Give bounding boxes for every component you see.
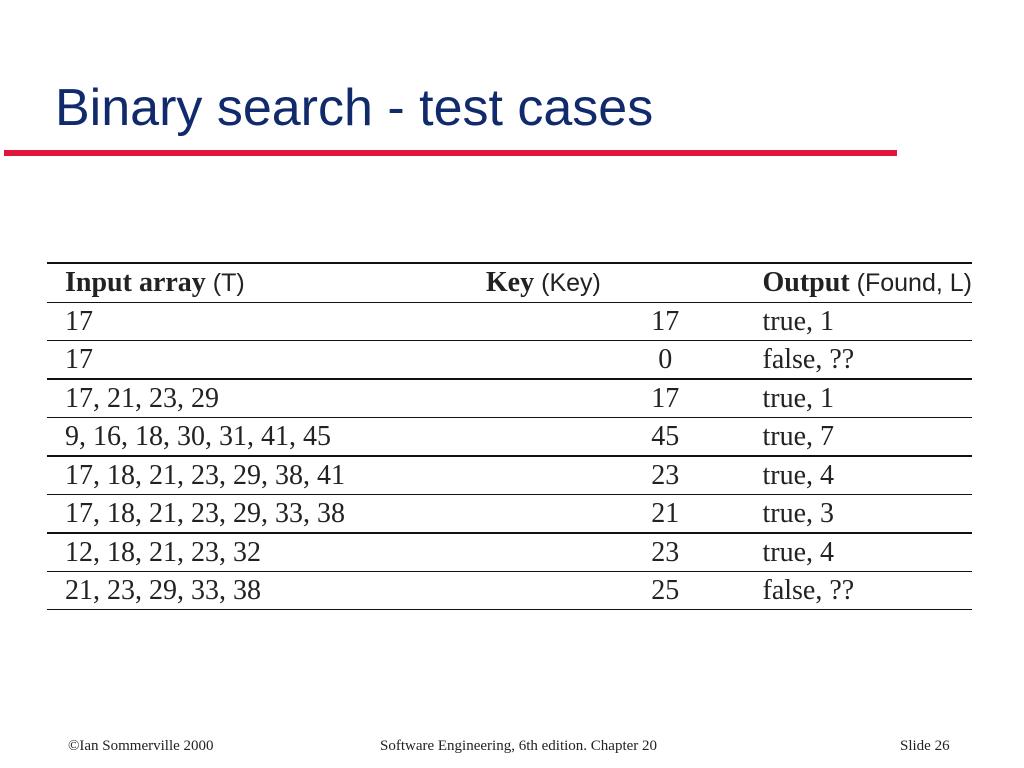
cell-key: 23 xyxy=(651,537,680,568)
cell-output: true, 4 xyxy=(762,537,835,568)
cell-output: true, 1 xyxy=(762,383,835,414)
header-input-array xyxy=(47,263,466,303)
cell-output: true, 1 xyxy=(762,306,835,337)
cell-output: false, ?? xyxy=(762,575,855,606)
cell-input-array: 17, 18, 21, 23, 29, 33, 38 xyxy=(65,498,345,529)
table-row xyxy=(47,303,972,341)
header-output-label: Output xyxy=(762,267,850,298)
cell-input-array: 17, 21, 23, 29 xyxy=(65,383,219,414)
cell-output: true, 7 xyxy=(762,421,835,452)
footer-copyright: ©Ian Sommerville 2000 xyxy=(68,738,214,754)
table-row xyxy=(47,379,972,418)
header-key-label: Key xyxy=(485,267,535,298)
cell-input-array: 17 xyxy=(65,344,93,375)
header-input-label: Input array xyxy=(65,267,206,298)
cell-key: 21 xyxy=(651,498,680,529)
table-row xyxy=(47,495,972,534)
table-header-row xyxy=(47,263,972,303)
cell-input-array: 21, 23, 29, 33, 38 xyxy=(65,575,261,606)
cell-key: 0 xyxy=(658,344,673,375)
cell-input-array: 17 xyxy=(65,306,93,337)
cell-key: 17 xyxy=(651,383,680,414)
header-output xyxy=(745,263,973,303)
table-row xyxy=(47,418,972,457)
cell-input-array: 17, 18, 21, 23, 29, 38, 41 xyxy=(65,460,345,491)
table-row xyxy=(47,341,972,380)
cell-key: 17 xyxy=(651,306,680,337)
header-output-param: (Found, L) xyxy=(856,269,972,297)
cell-input-array: 12, 18, 21, 23, 32 xyxy=(65,537,261,568)
cell-output: true, 3 xyxy=(762,498,835,529)
footer-book-title: Software Engineering, 6th edition. Chapter 20 xyxy=(380,738,658,754)
table-row xyxy=(47,572,972,610)
cell-key: 45 xyxy=(651,421,680,452)
header-input-param: (T) xyxy=(212,269,245,297)
table-row xyxy=(47,533,972,572)
header-key xyxy=(466,263,745,303)
header-key-param: (Key) xyxy=(541,269,601,297)
cell-key: 25 xyxy=(651,575,680,606)
test-cases-table xyxy=(47,262,972,610)
title-underline xyxy=(4,150,897,156)
table-row xyxy=(47,456,972,495)
footer-slide-number: Slide 26 xyxy=(900,738,950,754)
cell-output: false, ?? xyxy=(762,344,855,375)
slide-title: Binary search - test cases xyxy=(55,79,654,137)
cell-key: 23 xyxy=(651,460,680,491)
cell-output: true, 4 xyxy=(762,460,835,491)
cell-input-array: 9, 16, 18, 30, 31, 41, 45 xyxy=(65,421,331,452)
